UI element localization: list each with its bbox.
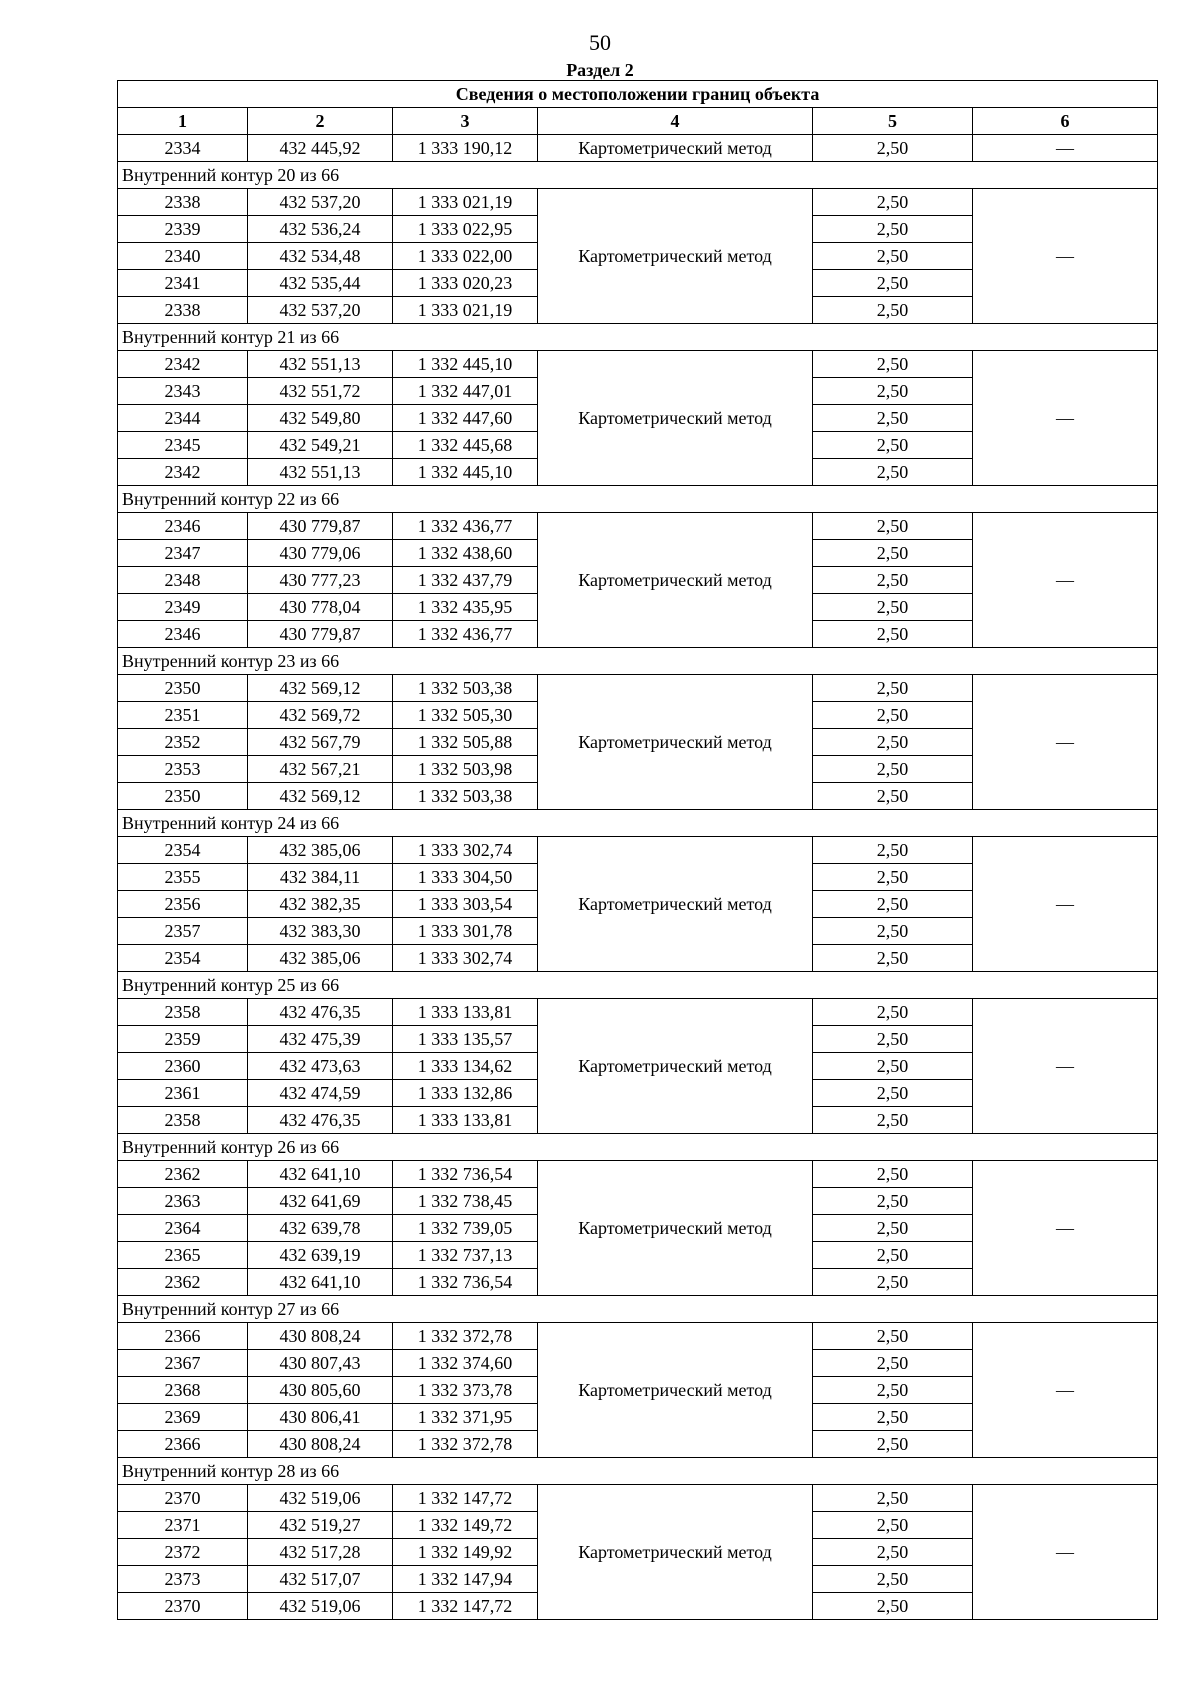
description-cell: — [973, 1323, 1158, 1458]
y-coordinate-cell: 1 332 447,60 [393, 405, 538, 432]
accuracy-cell: 2,50 [813, 891, 973, 918]
point-number-cell: 2370 [118, 1485, 248, 1512]
x-coordinate-cell: 432 476,35 [248, 999, 393, 1026]
point-number-cell: 2363 [118, 1188, 248, 1215]
y-coordinate-cell: 1 332 149,72 [393, 1512, 538, 1539]
accuracy-cell: 2,50 [813, 1593, 973, 1620]
y-coordinate-cell: 1 332 503,38 [393, 675, 538, 702]
point-number-cell: 2341 [118, 270, 248, 297]
boundary-coordinates-table [117, 80, 1158, 1620]
column-number: 1 [118, 108, 248, 135]
y-coordinate-cell: 1 332 503,98 [393, 756, 538, 783]
y-coordinate-cell: 1 332 505,30 [393, 702, 538, 729]
method-cell: Картометрический метод [538, 351, 813, 486]
point-number-cell: 2340 [118, 243, 248, 270]
point-number-cell: 2338 [118, 189, 248, 216]
point-number-cell: 2360 [118, 1053, 248, 1080]
accuracy-cell: 2,50 [813, 1431, 973, 1458]
y-coordinate-cell: 1 332 147,72 [393, 1485, 538, 1512]
y-coordinate-cell: 1 333 303,54 [393, 891, 538, 918]
point-number-cell: 2351 [118, 702, 248, 729]
x-coordinate-cell: 432 382,35 [248, 891, 393, 918]
point-number-cell: 2368 [118, 1377, 248, 1404]
contour-title: Внутренний контур 24 из 66 [118, 810, 1158, 837]
accuracy-cell: 2,50 [813, 729, 973, 756]
y-coordinate-cell: 1 332 149,92 [393, 1539, 538, 1566]
x-coordinate-cell: 432 519,27 [248, 1512, 393, 1539]
x-coordinate-cell: 430 805,60 [248, 1377, 393, 1404]
x-coordinate-cell: 430 808,24 [248, 1431, 393, 1458]
x-coordinate-cell: 432 445,92 [248, 135, 393, 162]
y-coordinate-cell: 1 332 738,45 [393, 1188, 538, 1215]
y-coordinate-cell: 1 332 147,72 [393, 1593, 538, 1620]
x-coordinate-cell: 432 383,30 [248, 918, 393, 945]
point-number-cell: 2356 [118, 891, 248, 918]
point-number-cell: 2346 [118, 621, 248, 648]
accuracy-cell: 2,50 [813, 594, 973, 621]
x-coordinate-cell: 432 385,06 [248, 945, 393, 972]
description-cell: — [973, 675, 1158, 810]
accuracy-cell: 2,50 [813, 1485, 973, 1512]
accuracy-cell: 2,50 [813, 999, 973, 1026]
point-number-cell: 2354 [118, 945, 248, 972]
y-coordinate-cell: 1 332 505,88 [393, 729, 538, 756]
contour-title: Внутренний контур 21 из 66 [118, 324, 1158, 351]
column-number: 2 [248, 108, 393, 135]
method-cell: Картометрический метод [538, 1161, 813, 1296]
contour-header-row [118, 486, 1158, 513]
y-coordinate-cell: 1 333 304,50 [393, 864, 538, 891]
y-coordinate-cell: 1 332 736,54 [393, 1161, 538, 1188]
contour-header-row [118, 1458, 1158, 1485]
description-cell: — [973, 999, 1158, 1134]
description-cell: — [973, 135, 1158, 162]
x-coordinate-cell: 432 549,21 [248, 432, 393, 459]
method-cell: Картометрический метод [538, 1485, 813, 1620]
accuracy-cell: 2,50 [813, 1566, 973, 1593]
x-coordinate-cell: 432 567,21 [248, 756, 393, 783]
accuracy-cell: 2,50 [813, 621, 973, 648]
y-coordinate-cell: 1 332 436,77 [393, 621, 538, 648]
contour-header-row [118, 972, 1158, 999]
y-coordinate-cell: 1 332 373,78 [393, 1377, 538, 1404]
x-coordinate-cell: 430 779,87 [248, 621, 393, 648]
accuracy-cell: 2,50 [813, 918, 973, 945]
method-cell: Картометрический метод [538, 675, 813, 810]
x-coordinate-cell: 432 519,06 [248, 1593, 393, 1620]
contour-header-row [118, 1296, 1158, 1323]
x-coordinate-cell: 430 808,24 [248, 1323, 393, 1350]
x-coordinate-cell: 432 639,78 [248, 1215, 393, 1242]
accuracy-cell: 2,50 [813, 1404, 973, 1431]
point-number-cell: 2358 [118, 999, 248, 1026]
accuracy-cell: 2,50 [813, 351, 973, 378]
accuracy-cell: 2,50 [813, 675, 973, 702]
x-coordinate-cell: 432 519,06 [248, 1485, 393, 1512]
x-coordinate-cell: 432 474,59 [248, 1080, 393, 1107]
column-number: 6 [973, 108, 1158, 135]
x-coordinate-cell: 432 639,19 [248, 1242, 393, 1269]
method-cell: Картометрический метод [538, 513, 813, 648]
x-coordinate-cell: 432 384,11 [248, 864, 393, 891]
accuracy-cell: 2,50 [813, 1242, 973, 1269]
x-coordinate-cell: 432 517,07 [248, 1566, 393, 1593]
point-number-cell: 2373 [118, 1566, 248, 1593]
description-cell: — [973, 1485, 1158, 1620]
contour-header-row [118, 1134, 1158, 1161]
point-number-cell: 2354 [118, 837, 248, 864]
x-coordinate-cell: 432 549,80 [248, 405, 393, 432]
x-coordinate-cell: 432 641,69 [248, 1188, 393, 1215]
point-number-cell: 2338 [118, 297, 248, 324]
point-number-cell: 2339 [118, 216, 248, 243]
accuracy-cell: 2,50 [813, 540, 973, 567]
method-cell: Картометрический метод [538, 837, 813, 972]
y-coordinate-cell: 1 333 022,00 [393, 243, 538, 270]
accuracy-cell: 2,50 [813, 1377, 973, 1404]
point-number-cell: 2372 [118, 1539, 248, 1566]
y-coordinate-cell: 1 332 736,54 [393, 1269, 538, 1296]
accuracy-cell: 2,50 [813, 189, 973, 216]
method-cell: Картометрический метод [538, 135, 813, 162]
x-coordinate-cell: 430 777,23 [248, 567, 393, 594]
x-coordinate-cell: 430 806,41 [248, 1404, 393, 1431]
y-coordinate-cell: 1 333 021,19 [393, 189, 538, 216]
y-coordinate-cell: 1 333 190,12 [393, 135, 538, 162]
contour-title: Внутренний контур 20 из 66 [118, 162, 1158, 189]
point-number-cell: 2355 [118, 864, 248, 891]
x-coordinate-cell: 432 536,24 [248, 216, 393, 243]
point-number-cell: 2334 [118, 135, 248, 162]
point-number-cell: 2343 [118, 378, 248, 405]
accuracy-cell: 2,50 [813, 1215, 973, 1242]
point-number-cell: 2345 [118, 432, 248, 459]
y-coordinate-cell: 1 333 134,62 [393, 1053, 538, 1080]
contour-header-row [118, 162, 1158, 189]
description-cell: — [973, 1161, 1158, 1296]
point-number-cell: 2371 [118, 1512, 248, 1539]
point-number-cell: 2342 [118, 459, 248, 486]
accuracy-cell: 2,50 [813, 513, 973, 540]
table-row [118, 513, 1158, 540]
x-coordinate-cell: 432 551,13 [248, 351, 393, 378]
y-coordinate-cell: 1 333 132,86 [393, 1080, 538, 1107]
point-number-cell: 2353 [118, 756, 248, 783]
column-number: 5 [813, 108, 973, 135]
point-number-cell: 2346 [118, 513, 248, 540]
table-row [118, 189, 1158, 216]
accuracy-cell: 2,50 [813, 783, 973, 810]
y-coordinate-cell: 1 333 302,74 [393, 837, 538, 864]
contour-title: Внутренний контур 26 из 66 [118, 1134, 1158, 1161]
accuracy-cell: 2,50 [813, 378, 973, 405]
x-coordinate-cell: 432 535,44 [248, 270, 393, 297]
description-cell: — [973, 513, 1158, 648]
y-coordinate-cell: 1 332 445,10 [393, 459, 538, 486]
description-cell: — [973, 189, 1158, 324]
accuracy-cell: 2,50 [813, 243, 973, 270]
description-cell: — [973, 837, 1158, 972]
page-number: 50 [589, 30, 611, 55]
contour-header-row [118, 324, 1158, 351]
accuracy-cell: 2,50 [813, 1269, 973, 1296]
accuracy-cell: 2,50 [813, 1161, 973, 1188]
y-coordinate-cell: 1 332 438,60 [393, 540, 538, 567]
accuracy-cell: 2,50 [813, 1026, 973, 1053]
table-caption: Сведения о местоположении границ объекта [118, 81, 1158, 108]
y-coordinate-cell: 1 332 372,78 [393, 1323, 538, 1350]
point-number-cell: 2357 [118, 918, 248, 945]
accuracy-cell: 2,50 [813, 702, 973, 729]
y-coordinate-cell: 1 333 302,74 [393, 945, 538, 972]
column-number: 4 [538, 108, 813, 135]
accuracy-cell: 2,50 [813, 1539, 973, 1566]
column-number: 3 [393, 108, 538, 135]
accuracy-cell: 2,50 [813, 432, 973, 459]
description-cell: — [973, 351, 1158, 486]
accuracy-cell: 2,50 [813, 864, 973, 891]
y-coordinate-cell: 1 332 739,05 [393, 1215, 538, 1242]
accuracy-cell: 2,50 [813, 837, 973, 864]
contour-header-row [118, 810, 1158, 837]
x-coordinate-cell: 430 779,87 [248, 513, 393, 540]
y-coordinate-cell: 1 333 022,95 [393, 216, 538, 243]
y-coordinate-cell: 1 332 147,94 [393, 1566, 538, 1593]
table-caption-row [118, 81, 1158, 108]
method-cell: Картометрический метод [538, 999, 813, 1134]
point-number-cell: 2369 [118, 1404, 248, 1431]
x-coordinate-cell: 432 476,35 [248, 1107, 393, 1134]
point-number-cell: 2342 [118, 351, 248, 378]
table-row [118, 1161, 1158, 1188]
y-coordinate-cell: 1 332 737,13 [393, 1242, 538, 1269]
y-coordinate-cell: 1 332 447,01 [393, 378, 538, 405]
contour-title: Внутренний контур 25 из 66 [118, 972, 1158, 999]
x-coordinate-cell: 432 385,06 [248, 837, 393, 864]
accuracy-cell: 2,50 [813, 270, 973, 297]
accuracy-cell: 2,50 [813, 1512, 973, 1539]
x-coordinate-cell: 432 551,13 [248, 459, 393, 486]
accuracy-cell: 2,50 [813, 1323, 973, 1350]
y-coordinate-cell: 1 333 021,19 [393, 297, 538, 324]
point-number-cell: 2362 [118, 1161, 248, 1188]
accuracy-cell: 2,50 [813, 1188, 973, 1215]
contour-title: Внутренний контур 28 из 66 [118, 1458, 1158, 1485]
method-cell: Картометрический метод [538, 189, 813, 324]
table-row [118, 1485, 1158, 1512]
point-number-cell: 2366 [118, 1323, 248, 1350]
table-row [118, 837, 1158, 864]
point-number-cell: 2358 [118, 1107, 248, 1134]
y-coordinate-cell: 1 333 020,23 [393, 270, 538, 297]
accuracy-cell: 2,50 [813, 567, 973, 594]
y-coordinate-cell: 1 332 445,10 [393, 351, 538, 378]
column-number-row [118, 108, 1158, 135]
y-coordinate-cell: 1 333 133,81 [393, 1107, 538, 1134]
x-coordinate-cell: 432 569,72 [248, 702, 393, 729]
y-coordinate-cell: 1 332 435,95 [393, 594, 538, 621]
table-row [118, 135, 1158, 162]
accuracy-cell: 2,50 [813, 945, 973, 972]
accuracy-cell: 2,50 [813, 1350, 973, 1377]
point-number-cell: 2349 [118, 594, 248, 621]
point-number-cell: 2365 [118, 1242, 248, 1269]
method-cell: Картометрический метод [538, 1323, 813, 1458]
contour-header-row [118, 648, 1158, 675]
y-coordinate-cell: 1 332 503,38 [393, 783, 538, 810]
x-coordinate-cell: 432 569,12 [248, 783, 393, 810]
accuracy-cell: 2,50 [813, 1080, 973, 1107]
x-coordinate-cell: 432 569,12 [248, 675, 393, 702]
accuracy-cell: 2,50 [813, 459, 973, 486]
x-coordinate-cell: 432 517,28 [248, 1539, 393, 1566]
accuracy-cell: 2,50 [813, 405, 973, 432]
accuracy-cell: 2,50 [813, 1107, 973, 1134]
point-number-cell: 2350 [118, 675, 248, 702]
y-coordinate-cell: 1 332 374,60 [393, 1350, 538, 1377]
point-number-cell: 2348 [118, 567, 248, 594]
x-coordinate-cell: 432 537,20 [248, 189, 393, 216]
section-title: Раздел 2 [566, 60, 634, 80]
table-row [118, 999, 1158, 1026]
point-number-cell: 2347 [118, 540, 248, 567]
table-row [118, 675, 1158, 702]
x-coordinate-cell: 430 779,06 [248, 540, 393, 567]
x-coordinate-cell: 430 807,43 [248, 1350, 393, 1377]
contour-title: Внутренний контур 27 из 66 [118, 1296, 1158, 1323]
table-row [118, 351, 1158, 378]
point-number-cell: 2350 [118, 783, 248, 810]
accuracy-cell: 2,50 [813, 135, 973, 162]
accuracy-cell: 2,50 [813, 756, 973, 783]
x-coordinate-cell: 432 551,72 [248, 378, 393, 405]
point-number-cell: 2344 [118, 405, 248, 432]
x-coordinate-cell: 432 475,39 [248, 1026, 393, 1053]
y-coordinate-cell: 1 332 371,95 [393, 1404, 538, 1431]
y-coordinate-cell: 1 333 135,57 [393, 1026, 538, 1053]
y-coordinate-cell: 1 332 437,79 [393, 567, 538, 594]
y-coordinate-cell: 1 332 445,68 [393, 432, 538, 459]
x-coordinate-cell: 432 641,10 [248, 1161, 393, 1188]
y-coordinate-cell: 1 332 372,78 [393, 1431, 538, 1458]
accuracy-cell: 2,50 [813, 216, 973, 243]
point-number-cell: 2359 [118, 1026, 248, 1053]
x-coordinate-cell: 432 567,79 [248, 729, 393, 756]
point-number-cell: 2366 [118, 1431, 248, 1458]
x-coordinate-cell: 432 537,20 [248, 297, 393, 324]
point-number-cell: 2352 [118, 729, 248, 756]
y-coordinate-cell: 1 332 436,77 [393, 513, 538, 540]
x-coordinate-cell: 430 778,04 [248, 594, 393, 621]
table-row [118, 1323, 1158, 1350]
x-coordinate-cell: 432 534,48 [248, 243, 393, 270]
x-coordinate-cell: 432 641,10 [248, 1269, 393, 1296]
contour-title: Внутренний контур 23 из 66 [118, 648, 1158, 675]
point-number-cell: 2361 [118, 1080, 248, 1107]
accuracy-cell: 2,50 [813, 1053, 973, 1080]
y-coordinate-cell: 1 333 301,78 [393, 918, 538, 945]
contour-title: Внутренний контур 22 из 66 [118, 486, 1158, 513]
point-number-cell: 2367 [118, 1350, 248, 1377]
point-number-cell: 2370 [118, 1593, 248, 1620]
accuracy-cell: 2,50 [813, 297, 973, 324]
point-number-cell: 2364 [118, 1215, 248, 1242]
y-coordinate-cell: 1 333 133,81 [393, 999, 538, 1026]
x-coordinate-cell: 432 473,63 [248, 1053, 393, 1080]
point-number-cell: 2362 [118, 1269, 248, 1296]
